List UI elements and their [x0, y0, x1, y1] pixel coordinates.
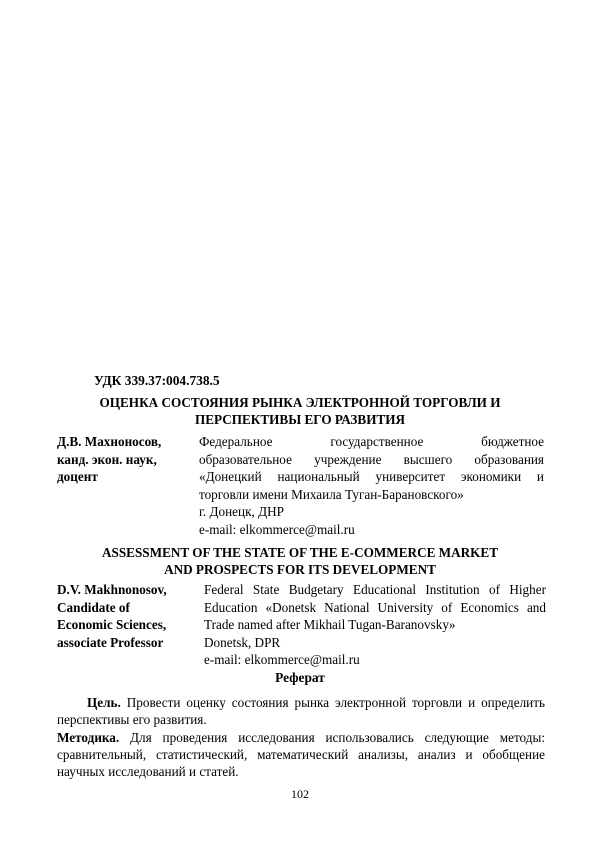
author-ru-position: доцент: [57, 469, 98, 484]
author-en: [57, 581, 197, 651]
udk-code: УДК 339.37:004.738.5: [94, 373, 220, 388]
affiliation-en: [204, 581, 546, 669]
title-ru: [60, 394, 540, 428]
author-en-degree-1: Candidate of: [57, 599, 130, 615]
affiliation-ru-line-3: «Донецкий национальный университет экономики и: [199, 469, 544, 484]
abstract-method-paragraph: [57, 729, 545, 780]
author-ru-name: Д.В. Махноносов,: [57, 434, 162, 449]
abstract-method-label: Методика.: [57, 730, 120, 745]
affiliation-ru-line-2: образовательное учреждение высшего образования: [199, 451, 544, 467]
title-en-line-2: AND PROSPECTS FOR ITS DEVELOPMENT: [164, 562, 436, 577]
abstract-heading: Реферат: [275, 670, 325, 685]
author-en-name: D.V. Makhnonosov,: [57, 582, 167, 597]
author-ru: [57, 433, 187, 486]
author-en-degree-2: Economic Sciences,: [57, 617, 167, 632]
title-ru-line-1: ОЦЕНКА СОСТОЯНИЯ РЫНКА ЭЛЕКТРОННОЙ ТОРГОВЛИ И: [99, 395, 501, 410]
abstract-goal-paragraph: [57, 694, 545, 728]
affiliation-en-line-1: Federal State Budgetary Educational Institution of Higher: [204, 582, 546, 597]
abstract-goal-text: Провести оценку состояния рынка электронной торговли и определить перспективы его развития.: [57, 695, 545, 727]
title-ru-line-2: ПЕРСПЕКТИВЫ ЕГО РАЗВИТИЯ: [194, 412, 406, 427]
affiliation-en-line-2: Education «Donetsk National University of Economics and: [204, 599, 546, 615]
page-number: 102: [291, 787, 309, 801]
abstract-method-text: Для проведения исследования использовались следующие методы: сравнительный, статистический, математический анализы, анализ и обобщение научных исследований и статей.: [57, 730, 545, 779]
affiliation-ru-line-4: торговли имени Михаила Туган-Барановского»: [199, 486, 464, 502]
affiliation-en-email: e-mail: elkommerce@mail.ru: [204, 652, 360, 667]
author-en-position: associate Professor: [57, 634, 164, 650]
affiliation-ru-city: г. Донецк, ДНР: [199, 504, 284, 519]
title-en-line-1: ASSESSMENT OF THE STATE OF THE E-COMMERCE MARKET: [101, 545, 499, 560]
abstract-goal-label: Цель.: [87, 695, 121, 710]
affiliation-ru-email: e-mail: elkommerce@mail.ru: [199, 521, 355, 537]
affiliation-en-line-3: Trade named after Mikhail Tugan-Baranovsky»: [204, 617, 456, 632]
affiliation-ru: [199, 433, 544, 538]
affiliation-ru-line-1: Федеральное государственное бюджетное: [199, 434, 544, 449]
title-en: [60, 544, 540, 578]
author-ru-degree: канд. экон. наук,: [57, 451, 157, 467]
affiliation-en-city: Donetsk, DPR: [204, 634, 281, 650]
